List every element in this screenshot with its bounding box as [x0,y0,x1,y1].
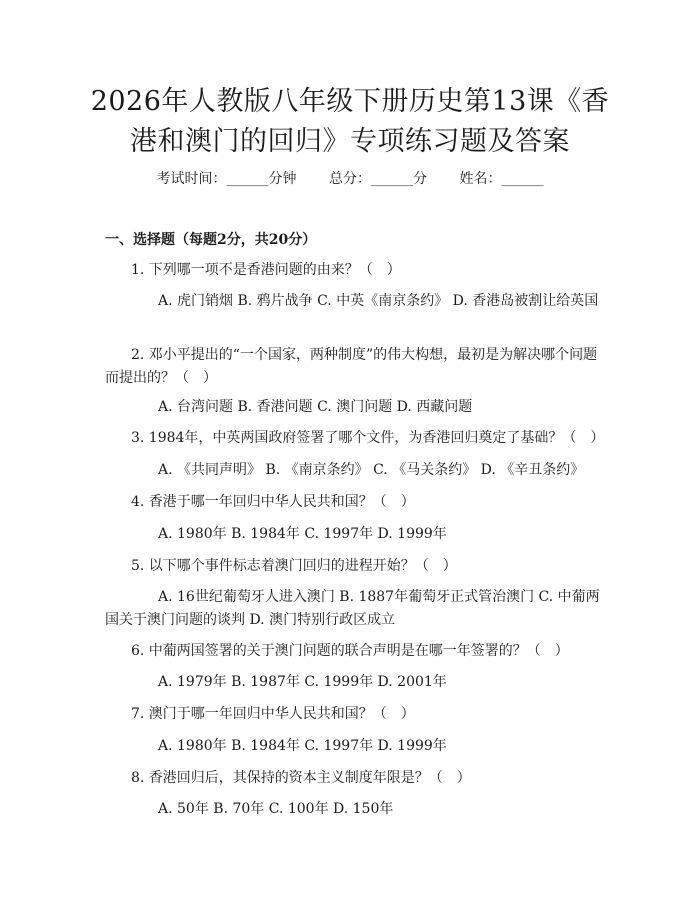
question-options: A. 16世纪葡萄牙人进入澳门 B. 1887年葡萄牙正式管治澳门 C. 中葡两国关于澳门问题的谈判 D. 澳门特别行政区成立 [105,589,600,628]
question-stem: 1. 下列哪一项不是香港问题的由来？（ ） [131,262,401,278]
question-options: A. 1980年 B. 1984年 C. 1997年 D. 1999年 [158,738,447,754]
document-title: 2026年人教版八年级下册历史第13课《香港和澳门的回归》专项练习题及答案 [90,86,610,157]
question-options: A. 台湾问题 B. 香港问题 C. 澳门问题 D. 西藏问题 [158,399,473,415]
question-stem: 5. 以下哪个事件标志着澳门回归的进程开始？（ ） [131,558,457,574]
question-options: A. 1979年 B. 1987年 C. 1999年 D. 2001年 [158,674,447,690]
question-stem: 2. 邓小平提出的“一个国家，两种制度”的伟大构想，最初是为解决哪个问题而提出的？（ ） [105,347,598,386]
question-stem: 3. 1984年，中英两国政府签署了哪个文件，为香港回归奠定了基础？（ ） [131,430,605,446]
exam-name: 姓名：______ [459,171,544,187]
question-options: A. 《共同声明》 B. 《南京条约》 C. 《马关条约》 D. 《辛丑条约》 [158,462,585,478]
exam-time: 考试时间：______分钟 [156,171,297,187]
question-stem: 8. 香港回归后，其保持的资本主义制度年限是？（ ） [131,770,471,786]
question-options: A. 50年 B. 70年 C. 100年 D. 150年 [158,801,394,817]
question-stem: 4. 香港于哪一年回归中华人民共和国？（ ） [131,494,415,510]
question-stem: 6. 中葡两国签署的关于澳门问题的联合声明是在哪一年签署的？（ ） [131,643,569,659]
question-options: A. 虎门销烟 B. 鸦片战争 C. 中英《南京条约》 D. 香港岛被割让给英国 [158,293,599,309]
question-stem: 7. 澳门于哪一年回归中华人民共和国？（ ） [131,706,415,722]
exam-score: 总分：______分 [329,171,427,187]
section-heading: 一、选择题（每题2分，共20分） [105,232,317,248]
exam-info [0,170,700,188]
question-options: A. 1980年 B. 1984年 C. 1997年 D. 1999年 [158,526,447,542]
